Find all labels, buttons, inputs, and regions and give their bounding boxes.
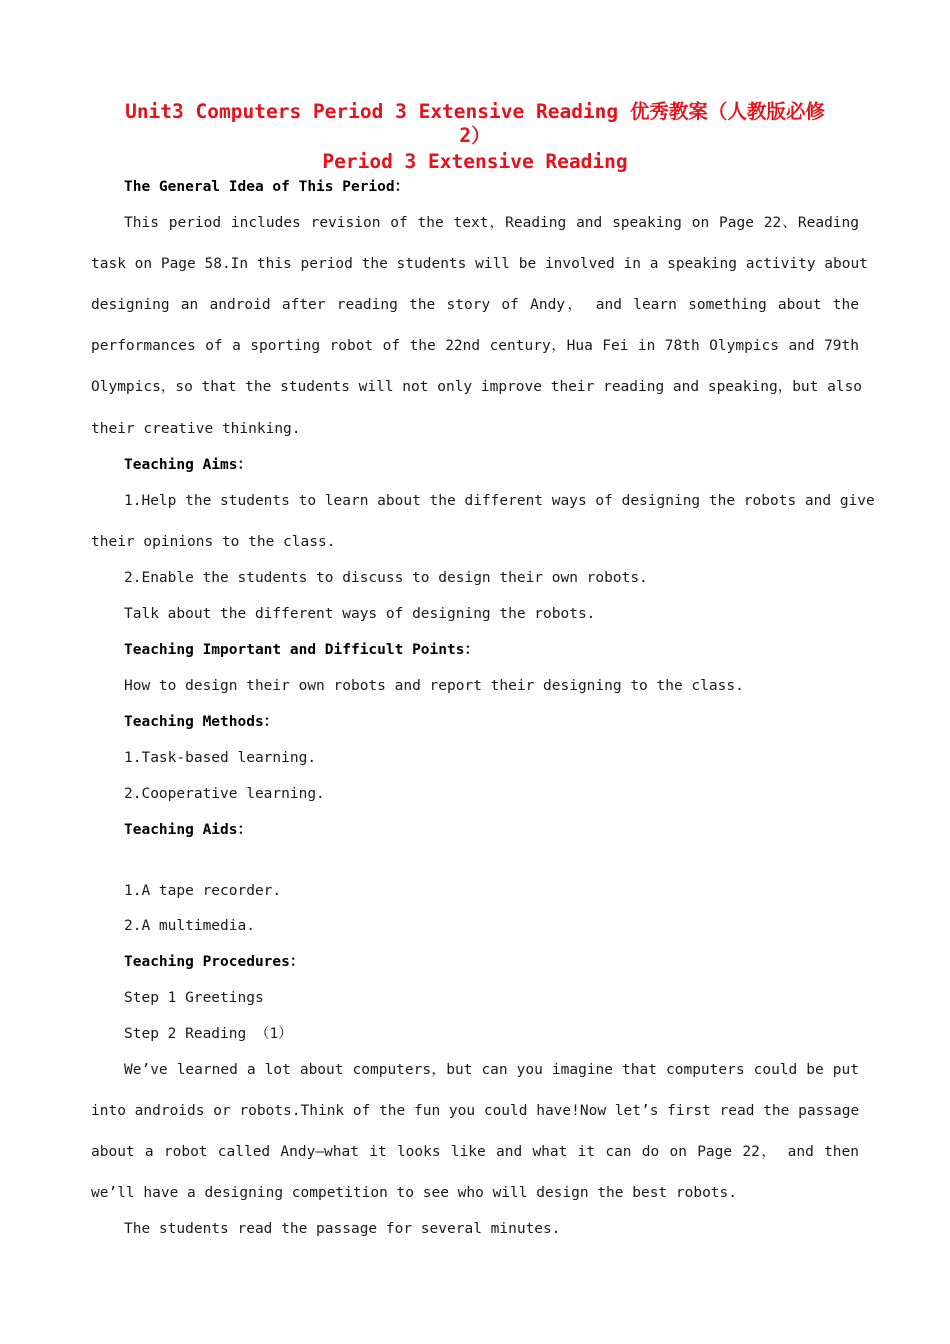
- procedures-heading: Teaching Procedures：: [124, 954, 305, 970]
- aims-heading: Teaching Aims：: [124, 457, 252, 473]
- methods-item-1: 1.Task-based learning.: [124, 750, 317, 766]
- paragraph-line: We’ve learned a lot about computers，but can you imagine that computers could be put: [124, 1062, 859, 1078]
- paragraph-line: designing an android after reading the story of Andy， and learn something about the: [91, 297, 859, 313]
- paragraph-line: task on Page 58.In this period the students will be involved in a speaking activity about: [91, 256, 868, 272]
- step-2: Step 2 Reading （1）: [124, 1026, 293, 1042]
- paragraph-line: about a robot called Andy—what it looks like and what it can do on Page 22， and then: [91, 1144, 859, 1160]
- aims-item-3: Talk about the different ways of designing the robots.: [124, 606, 596, 622]
- document-title: [90, 100, 860, 148]
- paragraph-line: we’ll have a designing competition to see who will design the best robots.: [91, 1185, 738, 1201]
- aims-item-2: 2.Enable the students to discuss to design their own robots.: [124, 570, 648, 586]
- points-heading: Teaching Important and Difficult Points：: [124, 642, 479, 658]
- aids-heading: Teaching Aids：: [124, 822, 252, 838]
- title-line-1b: 2）: [459, 124, 491, 147]
- paragraph-line: This period includes revision of the text，Reading and speaking on Page 22、Reading: [124, 215, 859, 231]
- methods-heading: Teaching Methods：: [124, 714, 279, 730]
- document-subtitle: Period 3 Extensive Reading: [322, 150, 628, 173]
- paragraph-line: performances of a sporting robot of the 22nd century，Hua Fei in 78th Olympics and 79th: [91, 338, 859, 354]
- step-1: Step 1 Greetings: [124, 990, 264, 1006]
- aims-item-1: 1.Help the students to learn about the different ways of designing the robots and give: [124, 493, 875, 509]
- aims-item-1-cont: their opinions to the class.: [91, 534, 336, 550]
- paragraph-line: into androids or robots.Think of the fun you could have!Now let’s first read the passage: [91, 1103, 860, 1119]
- methods-item-2: 2.Cooperative learning.: [124, 786, 325, 802]
- aids-item-1: 1.A tape recorder.: [124, 883, 282, 899]
- general-idea-heading: The General Idea of This Period：: [124, 179, 410, 195]
- paragraph-line: their creative thinking.: [91, 421, 301, 437]
- title-line-1: Unit3 Computers Period 3 Extensive Reading 优秀教案（人教版必修: [125, 100, 825, 123]
- paragraph-line: Olympics，so that the students will not only improve their reading and speaking，but also: [91, 379, 863, 395]
- procedure-note: The students read the passage for several minutes.: [124, 1221, 561, 1237]
- aids-item-2: 2.A multimedia.: [124, 918, 255, 934]
- points-text: How to design their own robots and report their designing to the class.: [124, 678, 744, 694]
